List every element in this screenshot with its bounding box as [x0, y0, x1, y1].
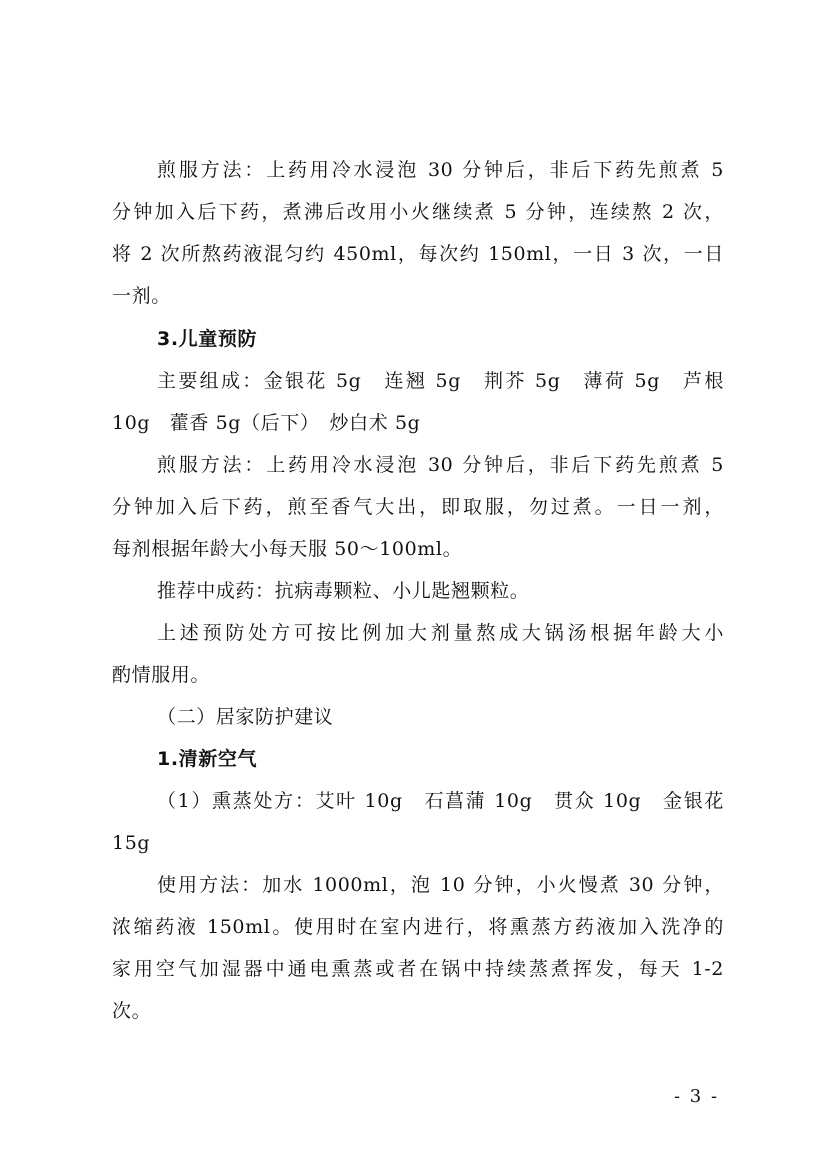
section-heading: 3.儿童预防 — [157, 328, 258, 350]
paragraph-line: 上述预防处方可按比例加大剂量熬成大锅汤根据年龄大小 — [157, 622, 724, 644]
paragraph-line: 每剂根据年龄大小每天服 50～100ml。 — [112, 538, 463, 560]
paragraph-line: 使用方法：加水 1000ml，泡 10 分钟，小火慢煮 30 分钟， — [157, 874, 724, 896]
paragraph-line: （1）熏蒸处方：艾叶 10g 石菖蒲 10g 贯众 10g 金银花 — [157, 790, 724, 812]
paragraph-line: 家用空气加湿器中通电熏蒸或者在锅中持续蒸煮挥发，每天 1-2 — [112, 958, 724, 980]
paragraph-line: 一剂。 — [112, 285, 171, 307]
paragraph-line: 分钟加入后下药，煮沸后改用小火继续煮 5 分钟，连续熬 2 次， — [112, 201, 724, 223]
paragraph-line: 分钟加入后下药，煎至香气大出，即取服，勿过煮。一日一剂， — [112, 496, 724, 518]
paragraph-line: 推荐中成药：抗病毒颗粒、小儿匙翘颗粒。 — [157, 580, 530, 602]
paragraph-line: 酌情服用。 — [112, 664, 211, 686]
section-heading: （二）居家防护建议 — [157, 706, 334, 728]
section-heading: 1.清新空气 — [157, 748, 258, 770]
paragraph-line: 煎服方法：上药用冷水浸泡 30 分钟后，非后下药先煎煮 5 — [157, 454, 724, 476]
paragraph-line: 主要组成：金银花 5g 连翘 5g 荆芥 5g 薄荷 5g 芦根 — [157, 370, 724, 392]
paragraph-line: 煎服方法：上药用冷水浸泡 30 分钟后，非后下药先煎煮 5 — [157, 159, 724, 181]
paragraph-line: 浓缩药液 150ml。使用时在室内进行，将熏蒸方药液加入洗净的 — [112, 916, 724, 938]
paragraph-line: 次。 — [112, 1000, 152, 1022]
page-number: - 3 - — [674, 1086, 720, 1107]
paragraph-line: 15g — [112, 832, 151, 854]
paragraph-line: 将 2 次所熬药液混匀约 450ml，每次约 150ml，一日 3 次，一日 — [112, 243, 724, 265]
paragraph-line: 10g 藿香 5g（后下） 炒白术 5g — [112, 412, 421, 434]
